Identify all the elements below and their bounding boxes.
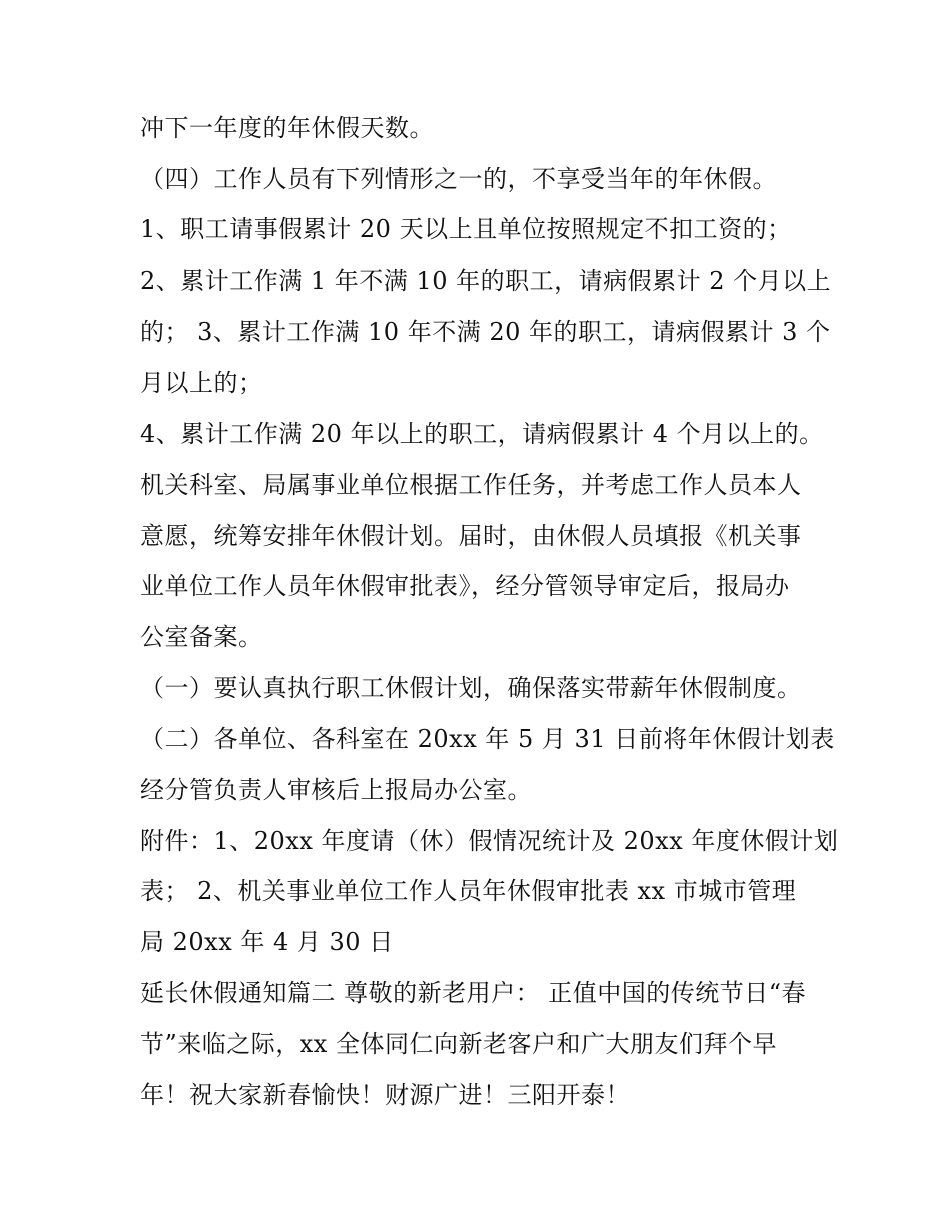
text-line: 延长休假通知篇二 尊敬的新老用户： 正值中国的传统节日“春 [140, 979, 807, 1007]
text-line: 冲下一年度的年休假天数。 [140, 114, 434, 142]
text-line: 1、职工请事假累计 20 天以上且单位按照规定不扣工资的； [140, 215, 792, 243]
text-line: 节”来临之际，xx 全体同仁向新老客户和广大朋友们拜个早 [140, 1030, 777, 1058]
text-line: 公室备案。 [140, 623, 263, 651]
text-line: 4、累计工作满 20 年以上的职工，请病假累计 4 个月以上的。 [140, 420, 824, 448]
text-line: 局 20xx 年 4 月 30 日 [140, 928, 394, 956]
text-line: 2、累计工作满 1 年不满 10 年的职工，请病假累计 2 个月以上 [140, 267, 832, 295]
text-line: 表； 2、机关事业单位工作人员年休假审批表 xx 市城市管理 [140, 877, 797, 905]
text-line: （二）各单位、各科室在 20xx 年 5 月 31 日前将年休假计划表 [140, 725, 835, 753]
text-line: 月以上的； [140, 369, 263, 397]
text-line: 的； 3、累计工作满 10 年不满 20 年的职工，请病假累计 3 个 [140, 318, 831, 346]
text-line: （四）工作人员有下列情形之一的，不享受当年的年休假。 [140, 165, 777, 193]
text-line: 机关科室、局属事业单位根据工作任务，并考虑工作人员本人 [140, 471, 802, 499]
text-line: （一）要认真执行职工休假计划，确保落实带薪年休假制度。 [140, 674, 802, 702]
text-line: 意愿，统筹安排年休假计划。届时，由休假人员填报《机关事 [140, 522, 802, 550]
text-line: 附件：1、20xx 年度请（休）假情况统计及 20xx 年度休假计划 [140, 827, 839, 855]
text-line: 经分管负责人审核后上报局办公室。 [140, 776, 532, 804]
text-line: 业单位工作人员年休假审批表》，经分管领导审定后，报局办 [140, 572, 790, 600]
text-line: 年！祝大家新春愉快！财源广进！三阳开泰！ [140, 1081, 630, 1109]
